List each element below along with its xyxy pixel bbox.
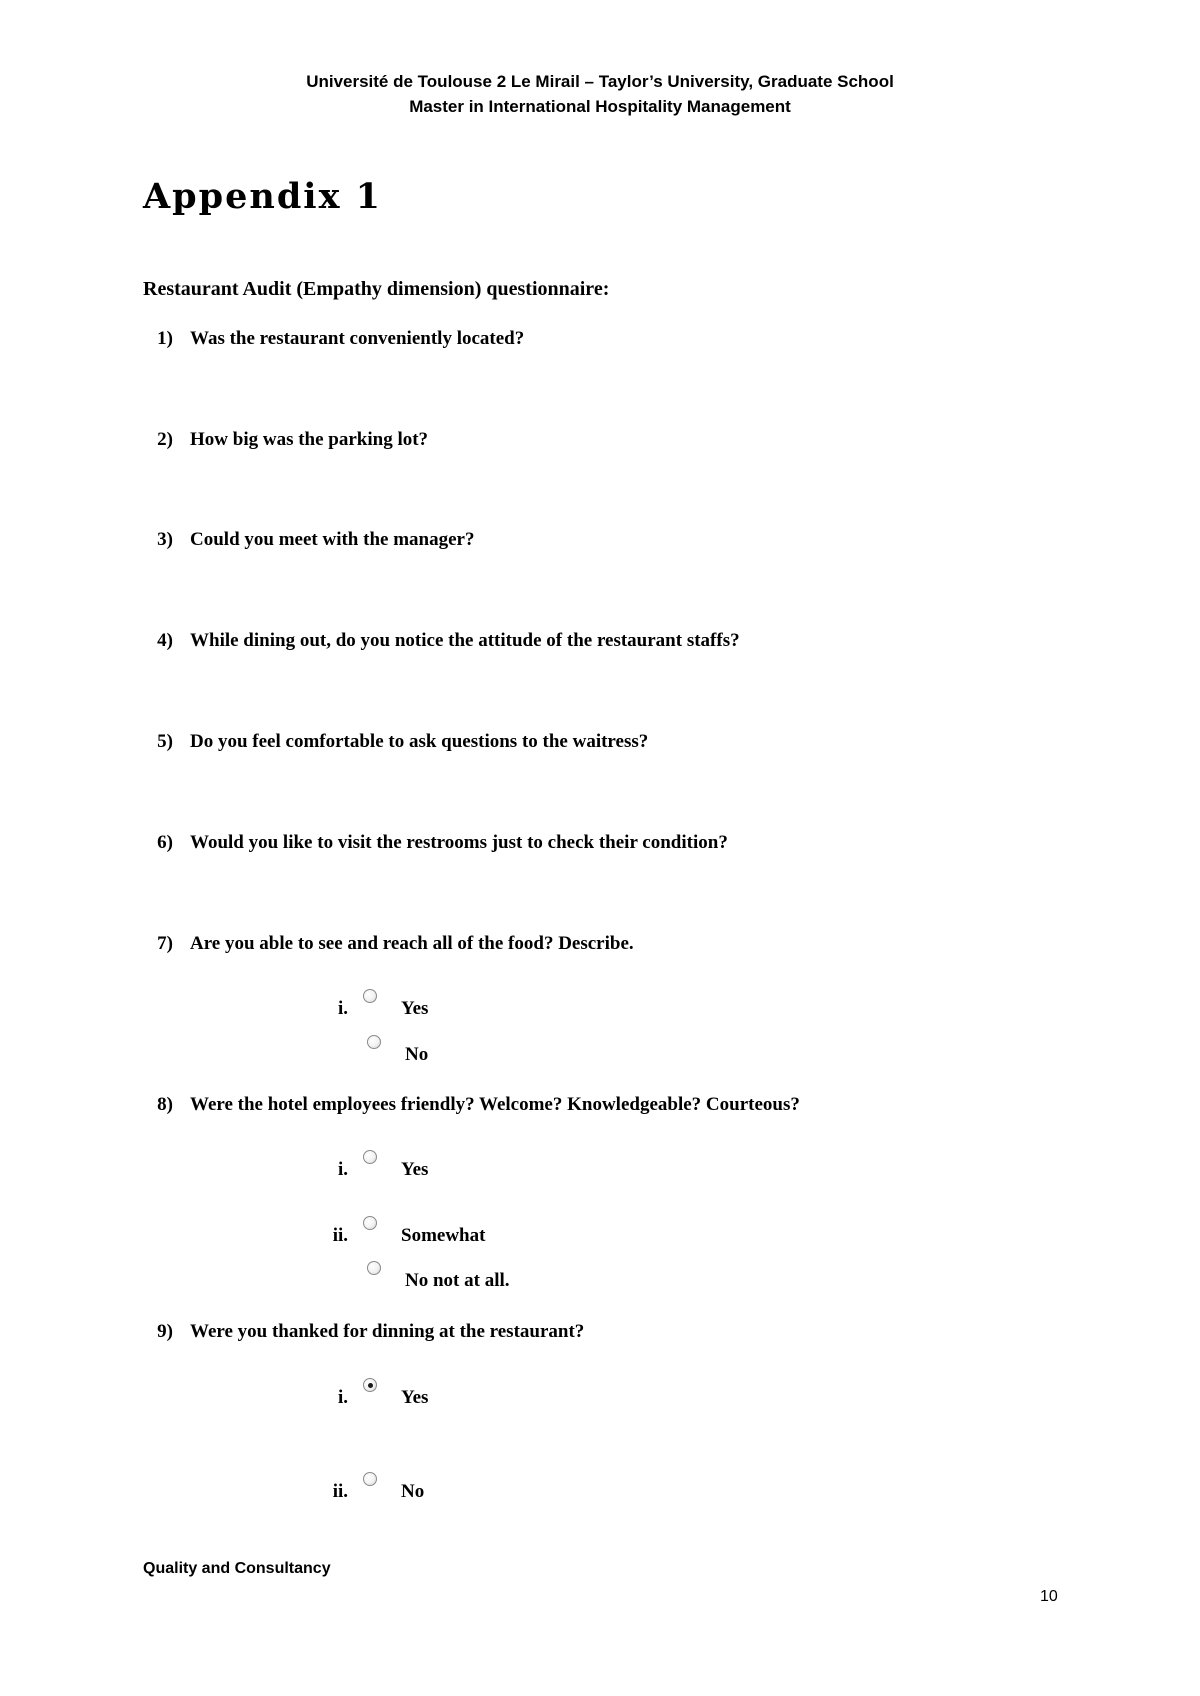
radio-button[interactable] [367, 1261, 381, 1275]
question-text: Was the restaurant conveniently located? [190, 328, 525, 349]
question-number: 7) [157, 933, 173, 954]
question-text: Were you thanked for dinning at the restaurant? [190, 1321, 585, 1342]
question-number: 5) [157, 731, 173, 752]
page-number: 10 [1040, 1588, 1058, 1605]
radio-button[interactable] [363, 1472, 377, 1486]
radio-button[interactable] [363, 989, 377, 1003]
question-number: 3) [157, 529, 173, 550]
question-number: 6) [157, 832, 173, 853]
option-label: No [405, 1044, 429, 1065]
option-numeral: ii. [332, 1481, 348, 1502]
question-number: 8) [157, 1094, 173, 1115]
question-text: Do you feel comfortable to ask questions to the waitress? [190, 731, 649, 752]
option-numeral: i. [337, 1159, 348, 1180]
option-label: Yes [401, 998, 429, 1019]
option-label: Yes [401, 1387, 429, 1408]
question-number: 2) [157, 429, 173, 450]
question-text: While dining out, do you notice the attitude of the restaurant staffs? [190, 630, 740, 651]
radio-button[interactable] [367, 1035, 381, 1049]
question-text: Were the hotel employees friendly? Welcome? Knowledgeable? Courteous? [190, 1094, 800, 1115]
option-numeral: i. [337, 1387, 348, 1408]
option-label: No [401, 1481, 425, 1502]
question-text: How big was the parking lot? [190, 429, 429, 450]
option-numeral: ii. [332, 1225, 348, 1246]
option-label: No not at all. [405, 1270, 510, 1291]
question-text: Are you able to see and reach all of the food? Describe. [190, 933, 634, 954]
header-program-line: Master in International Hospitality Management [409, 97, 791, 116]
question-text: Could you meet with the manager? [190, 529, 475, 550]
question-text: Would you like to visit the restrooms just to check their condition? [190, 832, 728, 853]
option-label: Somewhat [401, 1225, 486, 1246]
question-number: 9) [157, 1321, 173, 1342]
radio-button[interactable] [363, 1378, 377, 1392]
question-number: 4) [157, 630, 173, 651]
footer-course-name: Quality and Consultancy [143, 1560, 331, 1577]
option-numeral: i. [337, 998, 348, 1019]
question-number: 1) [157, 328, 173, 349]
questionnaire-subtitle: Restaurant Audit (Empathy dimension) questionnaire: [143, 278, 610, 300]
radio-button[interactable] [363, 1150, 377, 1164]
header-university-line: Université de Toulouse 2 Le Mirail – Taylor’s University, Graduate School [306, 72, 894, 91]
radio-button[interactable] [363, 1216, 377, 1230]
option-label: Yes [401, 1159, 429, 1180]
page-title: Appendix 1 [143, 176, 382, 217]
